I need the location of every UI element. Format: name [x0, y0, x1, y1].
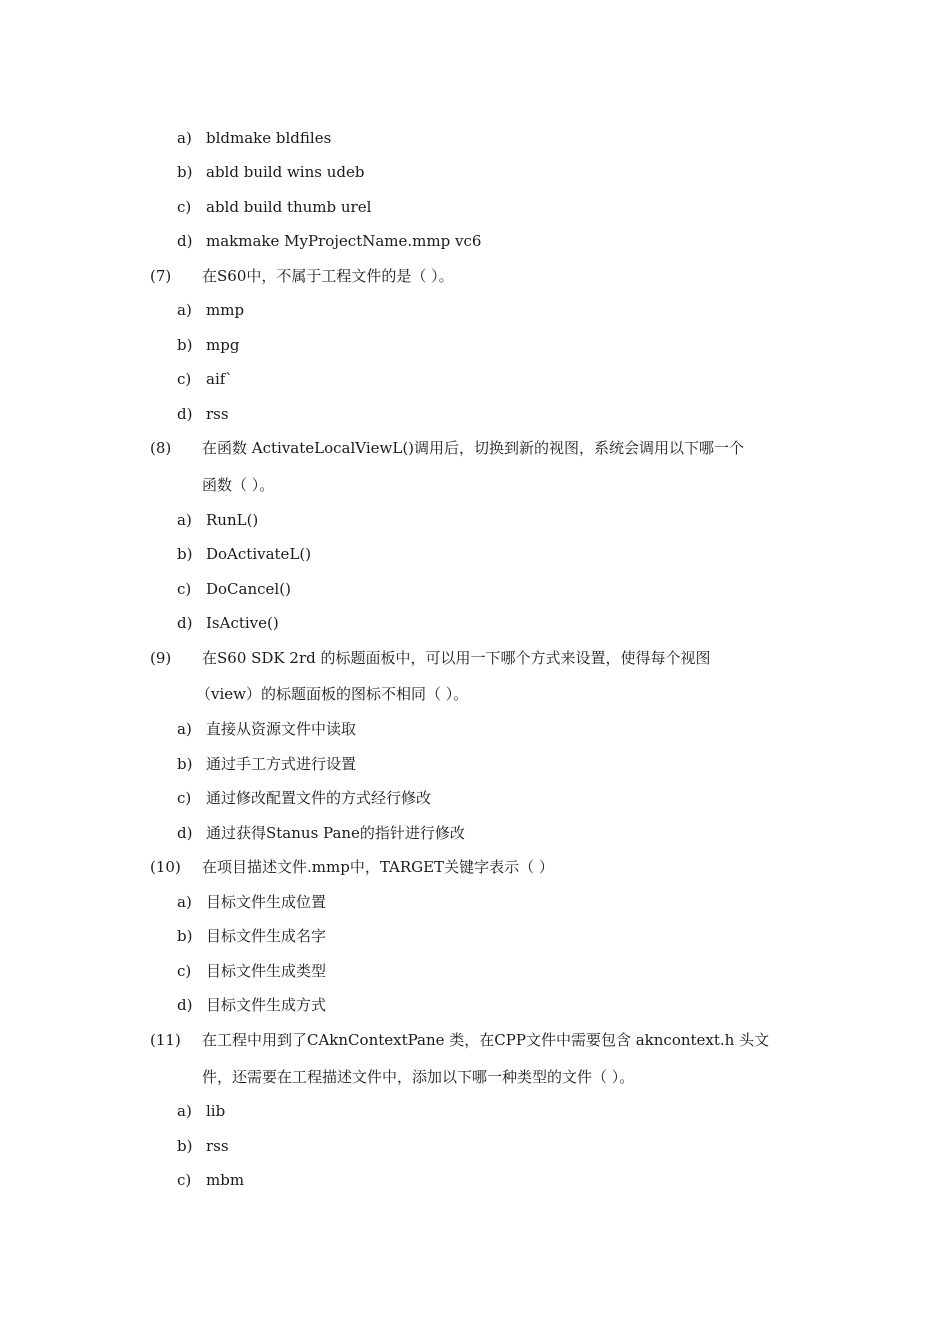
- option-letter: d): [177, 614, 193, 632]
- option-letter: a): [177, 129, 192, 147]
- option-letter: a): [177, 720, 192, 738]
- option-letter: a): [177, 511, 192, 529]
- option-text: DoCancel(): [206, 580, 291, 598]
- option-letter: c): [177, 789, 192, 807]
- option-letter: d): [177, 232, 193, 250]
- option-letter: b): [177, 336, 193, 354]
- option-letter: c): [177, 962, 192, 980]
- question-number: (8): [150, 439, 172, 457]
- option-letter: b): [177, 545, 193, 563]
- option-text: 通过修改配置文件的方式经行修改: [206, 789, 432, 807]
- option-letter: c): [177, 1171, 192, 1189]
- option-letter: b): [177, 755, 193, 773]
- question-text: 在工程中用到了CAknContextPane 类，在CPP文件中需要包含 akncontext.h 头文: [202, 1031, 770, 1049]
- question-text: 在项目描述文件.mmp中，TARGET关键字表示（ ）: [202, 858, 554, 876]
- option-text: 目标文件生成名字: [206, 927, 327, 945]
- option-letter: b): [177, 927, 193, 945]
- option-letter: c): [177, 198, 192, 216]
- option-letter: d): [177, 824, 193, 842]
- option-letter: a): [177, 893, 192, 911]
- option-text: bldmake bldfiles: [206, 129, 332, 147]
- option-text: aif`: [206, 370, 233, 388]
- option-text: rss: [206, 1137, 229, 1155]
- option-text: 通过获得Stanus Pane的指针进行修改: [206, 824, 465, 842]
- option-letter: a): [177, 1102, 192, 1120]
- option-text: rss: [206, 405, 229, 423]
- question-number: (7): [150, 267, 172, 285]
- option-text: 目标文件生成位置: [206, 893, 327, 911]
- question-text: 在S60中，不属于工程文件的是（ ）。: [202, 267, 454, 285]
- option-text: mbm: [206, 1171, 245, 1189]
- option-text: mpg: [206, 336, 240, 354]
- option-letter: b): [177, 163, 193, 181]
- question-text: 在S60 SDK 2rd 的标题面板中，可以用一下哪个方式来设置，使得每个视图: [202, 649, 711, 667]
- question-text: （view）的标题面板的图标不相同（ ）。: [196, 685, 469, 703]
- option-text: RunL(): [206, 511, 259, 529]
- option-text: IsActive(): [206, 614, 279, 632]
- option-text: abld build thumb urel: [206, 198, 372, 216]
- option-text: 目标文件生成类型: [206, 962, 327, 980]
- question-number: (9): [150, 649, 172, 667]
- option-letter: b): [177, 1137, 193, 1155]
- option-text: lib: [206, 1102, 226, 1120]
- question-text: 函数（ ）。: [202, 476, 275, 494]
- option-text: abld build wins udeb: [206, 163, 365, 181]
- question-number: (11): [150, 1031, 181, 1049]
- question-text: 在函数 ActivateLocalViewL()调用后，切换到新的视图，系统会调用以下哪一个: [202, 439, 745, 457]
- option-letter: a): [177, 301, 192, 319]
- option-text: makmake MyProjectName.mmp vc6: [206, 232, 482, 250]
- option-letter: d): [177, 996, 193, 1014]
- option-letter: d): [177, 405, 193, 423]
- option-text: 直接从资源文件中读取: [206, 720, 357, 738]
- option-text: DoActivateL(): [206, 545, 312, 563]
- option-letter: c): [177, 370, 192, 388]
- option-text: mmp: [206, 301, 245, 319]
- question-text: 件，还需要在工程描述文件中，添加以下哪一种类型的文件（ ）。: [202, 1068, 635, 1086]
- option-letter: c): [177, 580, 192, 598]
- question-number: (10): [150, 858, 181, 876]
- option-text: 目标文件生成方式: [206, 996, 327, 1014]
- option-text: 通过手工方式进行设置: [206, 755, 357, 773]
